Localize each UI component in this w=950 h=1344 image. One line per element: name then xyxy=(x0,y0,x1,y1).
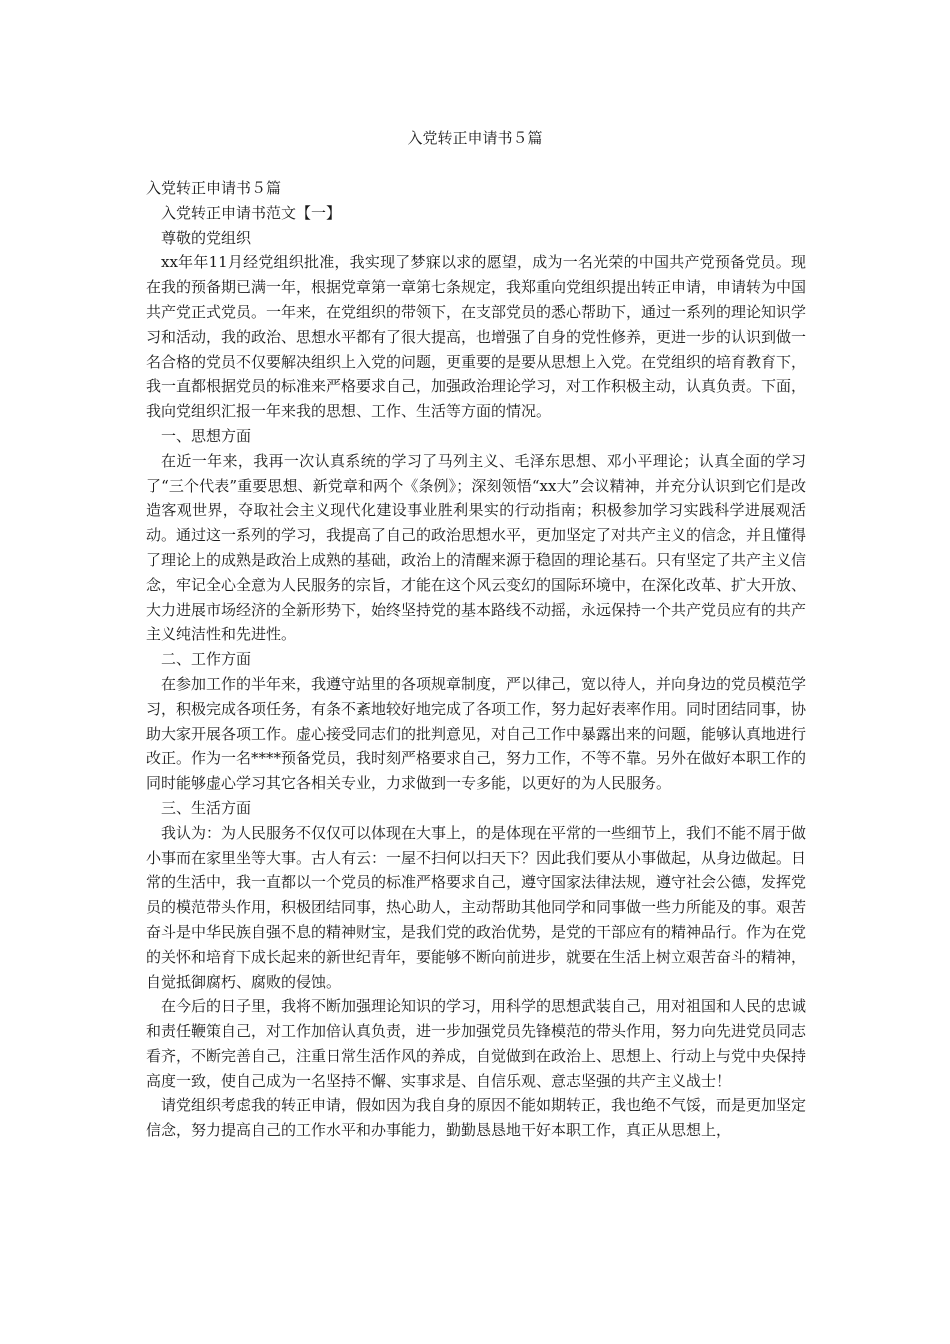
section-heading-sample-one: 入党转正申请书范文【一】 xyxy=(161,203,342,222)
body-paragraph-intro: xx年年11月经党组织批准，我实现了梦寐以求的愿望，成为一名光荣的中国共产党预备党员。现在我的预备期已满一年，根据党章第一章第七条规定，我郑重向党组织提出转正申请，申请转为中国共产党正式党员。一年来，在党组织的带领下，在支部党员的悉心帮助下，通过一系列的理论知识学习和活动，我的政治、思想水平都有了很大提高，也增强了自身的党性修养，更进一步的认识到做一名合格的党员不仅要解决组织上入党的问题，更重要的是要从思想上入党。在党组织的培育教育下，我一直都根据党员的标准来严格要求自己，加强政治理论学习，对工作积极主动，认真负责。下面，我向党组织汇报一年来我的思想、工作、生活等方面的情况。 xyxy=(146,253,807,421)
body-paragraph-work: 在参加工作的半年来，我遵守站里的各项规章制度，严以律己，宽以待人，并向身边的党员模范学习，积极完成各项任务，有条不紊地较好地完成了各项工作，努力起好表率作用。同时团结同事，协助大家开展各项工作。虚心接受同志们的批判意见，对自己工作中暴露出来的问题，能够认真地进行改正。作为一名****预备党员，我时刻严格要求自己，努力工作，不等不靠。另外在做好本职工作的同时能够虚心学习其它各相关专业，力求做到一专多能，以更好的为人民服务。 xyxy=(146,674,807,793)
body-paragraph-life: 我认为：为人民服务不仅仅可以体现在大事上，的是体现在平常的一些细节上，我们不能不屑于做小事而在家里坐等大事。古人有云：一屋不扫何以扫天下？因此我们要从小事做起，从身边做起。日常的生活中，我一直都以一个党员的标准严格要求自己，遵守国家法律法规，遵守社会公德，发挥党员的模范带头作用，积极团结同事，热心助人，主动帮助其他同学和同事做一些力所能及的事。艰苦奋斗是中华民族自强不息的精神财宝，是我们党的政治优势，是党的干部应有的精神品行。作为在党的关怀和培育下成长起来的新世纪青年，要能够不断向前进步，就要在生活上树立艰苦奋斗的精神，自觉抵御腐朽、腐败的侵蚀。 xyxy=(146,823,807,991)
body-paragraph-future: 在今后的日子里，我将不断加强理论知识的学习，用科学的思想武装自己，用对祖国和人民的忠诚和责任鞭策自己，对工作加倍认真负责，进一步加强党员先锋模范的带头作用，努力向先进党员同志看齐，不断完善自己，注重日常生活作风的养成，自觉做到在政治上、思想上、行动上与党中央保持高度一致，使自己成为一名坚持不懈、实事求是、自信乐观、意志坚强的共产主义战士！ xyxy=(146,997,807,1090)
body-paragraph-thought: 在近一年来，我再一次认真系统的学习了马列主义、毛泽东思想、邓小平理论；认真全面的学习了“三个代表”重要思想、新党章和两个《条例》；深刻领悟“xx大”会议精神，并充分认识到它们是改造客观世界，夺取社会主义现代化建设事业胜利果实的行动指南；积极参加学习实践科学进展观活动。通过这一系列的学习，我提高了自己的政治思想水平，更加坚定了对共产主义的信念，并且懂得了理论上的成熟是政治上成熟的基础，政治上的清醒来源于稳固的理论基石。只有坚定了共产主义信念，牢记全心全意为人民服务的宗旨，才能在这个风云变幻的国际环境中，在深化改革、扩大开放、大力进展市场经济的全新形势下，始终坚持党的基本路线不动摇，永远保持一个共产党员应有的共产主义纯洁性和先进性。 xyxy=(146,451,807,644)
section-heading-work: 二、工作方面 xyxy=(161,650,252,669)
section-heading-thought: 一、思想方面 xyxy=(161,426,252,445)
salutation: 尊敬的党组织 xyxy=(161,228,252,247)
subtitle-paragraph: 入党转正申请书５篇 xyxy=(146,179,282,197)
body-paragraph-request: 请党组织考虑我的转正申请，假如因为我自身的原因不能如期转正，我也绝不气馁，而是更加坚定信念，努力提高自己的工作水平和办事能力，勤勤恳恳地干好本职工作，真正从思想上， xyxy=(146,1096,807,1140)
section-heading-life: 三、生活方面 xyxy=(161,798,252,817)
document-body xyxy=(146,176,806,1143)
page-title: 入党转正申请书５篇 xyxy=(407,129,543,147)
